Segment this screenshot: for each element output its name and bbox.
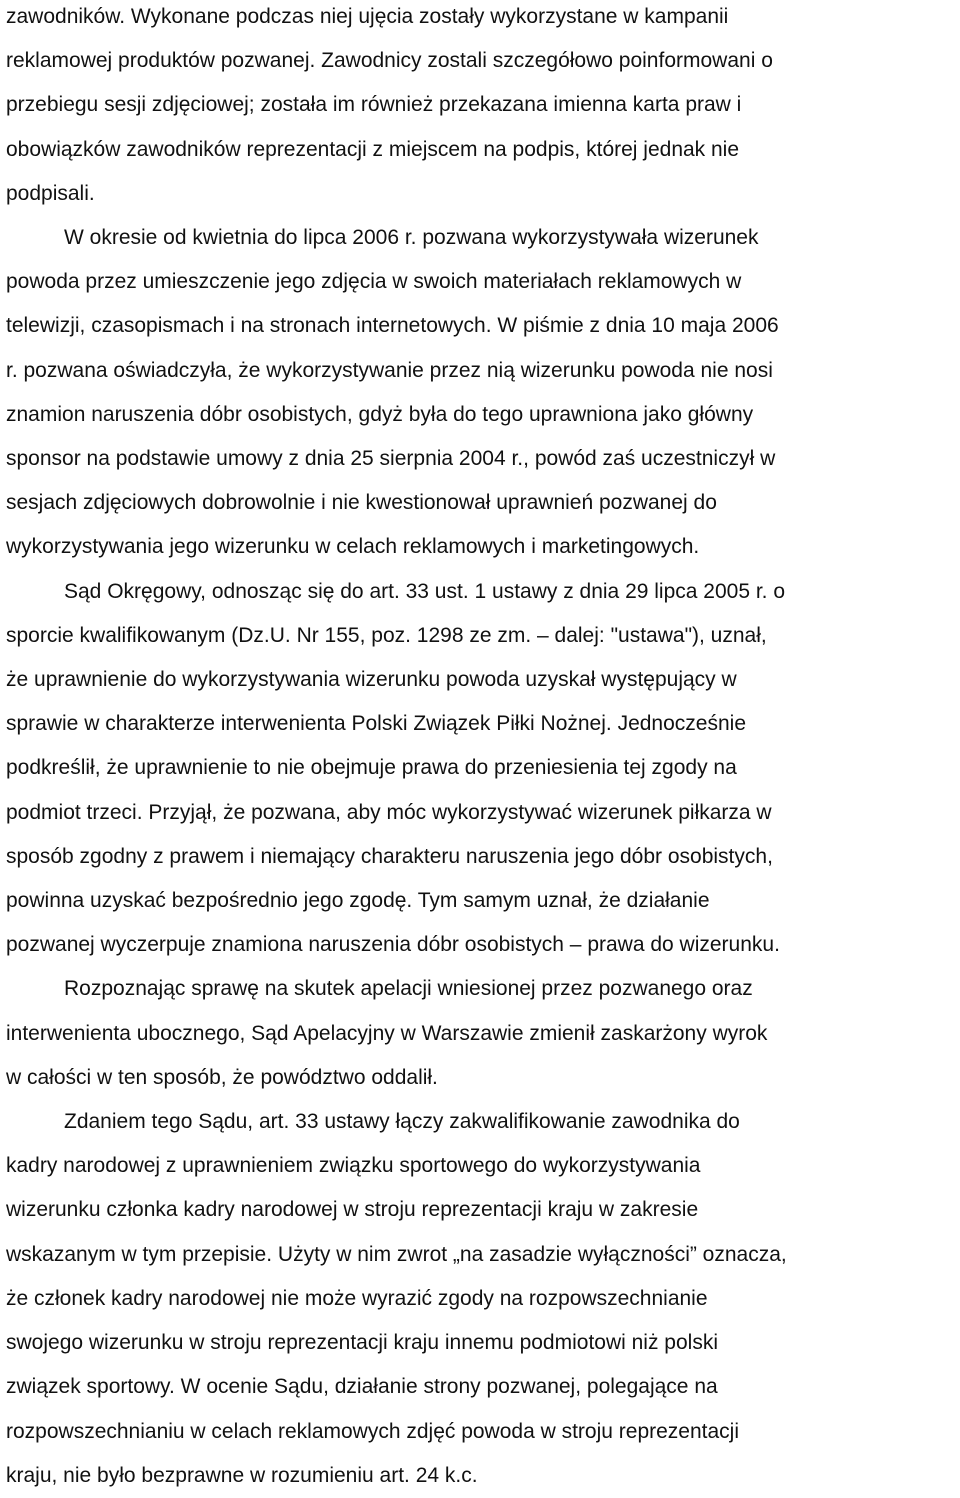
paragraph-first-line: W okresie od kwietnia do lipca 2006 r. pozwana wykorzystywała wizerunek <box>64 226 759 250</box>
text-line: r. pozwana oświadczyła, że wykorzystywanie przez nią wizerunku powoda nie nosi <box>6 358 773 382</box>
text-line: swojego wizerunku w stroju reprezentacji kraju innemu podmiotowi niż polski <box>6 1331 718 1355</box>
text-line: powinna uzyskać bezpośrednio jego zgodę. Tym samym uznał, że działanie <box>6 889 710 913</box>
paragraph-first-line: Sąd Okręgowy, odnosząc się do art. 33 ust. 1 ustawy z dnia 29 lipca 2005 r. o <box>64 579 786 603</box>
text-line: obowiązków zawodników reprezentacji z miejscem na podpis, której jednak nie <box>6 137 740 161</box>
text-line: sprawie w charakterze interwenienta Polski Związek Piłki Nożnej. Jednocześnie <box>6 712 746 736</box>
text-line: znamion naruszenia dóbr osobistych, gdyż była do tego uprawniona jako główny <box>6 402 754 426</box>
text-line: podmiot trzeci. Przyjął, że pozwana, aby móc wykorzystywać wizerunek piłkarza w <box>6 800 772 824</box>
text-line: sporcie kwalifikowanym (Dz.U. Nr 155, poz. 1298 ze zm. – dalej: "ustawa"), uznał, <box>6 623 767 647</box>
text-line: rozpowszechnianiu w celach reklamowych zdjęć powoda w stroju reprezentacji <box>6 1419 740 1443</box>
text-line: wizerunku członka kadry narodowej w stroju reprezentacji kraju w zakresie <box>6 1198 699 1222</box>
text-line: że uprawnienie do wykorzystywania wizerunku powoda uzyskał występujący w <box>6 668 737 692</box>
paragraph-first-line: Rozpoznając sprawę na skutek apelacji wniesionej przez pozwanego oraz <box>64 977 753 1001</box>
paragraph-first-line: Zdaniem tego Sądu, art. 33 ustawy łączy zakwalifikowanie zawodnika do <box>64 1110 740 1134</box>
text-line: powoda przez umieszczenie jego zdjęcia w swoich materiałach reklamowych w <box>6 270 742 294</box>
text-line: reklamowej produktów pozwanej. Zawodnicy zostali szczegółowo poinformowani o <box>6 49 773 73</box>
text-line: telewizji, czasopismach i na stronach internetowych. W piśmie z dnia 10 maja 2006 <box>6 314 779 338</box>
text-line: wykorzystywania jego wizerunku w celach reklamowych i marketingowych. <box>6 535 700 559</box>
text-line: w całości w ten sposób, że powództwo oddalił. <box>6 1065 438 1089</box>
text-line: podpisali. <box>6 181 95 205</box>
text-line: podkreślił, że uprawnienie to nie obejmuje prawa do przeniesienia tej zgody na <box>6 756 737 780</box>
text-line: wskazanym w tym przepisie. Użyty w nim zwrot „na zasadzie wyłączności” oznacza, <box>6 1242 787 1266</box>
document-body <box>6 0 956 1498</box>
text-line: zawodników. Wykonane podczas niej ujęcia zostały wykorzystane w kampanii <box>6 5 729 28</box>
text-line: interwenienta ubocznego, Sąd Apelacyjny w Warszawie zmienił zaskarżony wyrok <box>6 1021 768 1045</box>
text-line: kraju, nie było bezprawne w rozumieniu art. 24 k.c. <box>6 1463 478 1487</box>
text-line: że członek kadry narodowej nie może wyrazić zgody na rozpowszechnianie <box>6 1286 708 1310</box>
text-line: sposób zgodny z prawem i niemający charakteru naruszenia jego dóbr osobistych, <box>6 844 773 868</box>
text-line: kadry narodowej z uprawnieniem związku sportowego do wykorzystywania <box>6 1154 701 1178</box>
text-line: sesjach zdjęciowych dobrowolnie i nie kwestionował uprawnień pozwanej do <box>6 491 717 515</box>
text-line: przebiegu sesji zdjęciowej; została im również przekazana imienna karta praw i <box>6 93 742 117</box>
text-line: związek sportowy. W ocenie Sądu, działanie strony pozwanej, polegające na <box>6 1375 718 1399</box>
text-line: pozwanej wyczerpuje znamiona naruszenia dóbr osobistych – prawa do wizerunku. <box>6 933 780 957</box>
text-line: sponsor na podstawie umowy z dnia 25 sierpnia 2004 r., powód zaś uczestniczył w <box>6 447 776 471</box>
